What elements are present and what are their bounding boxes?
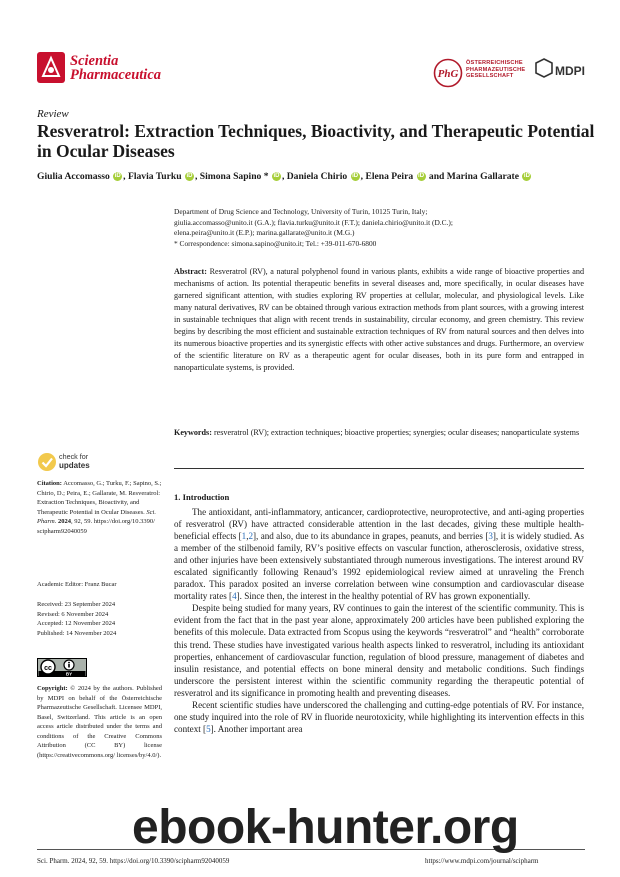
paragraph bbox=[174, 506, 584, 602]
reference-link[interactable]: 2 bbox=[248, 531, 254, 542]
author-name: Daniela Chirio bbox=[286, 171, 350, 182]
affiliation-line: elena.peira@unito.it (E.P.); marina.gallarate@unito.it (M.G.) bbox=[174, 228, 355, 238]
journal-logo-icon bbox=[37, 52, 65, 83]
received-date: Received: 23 September 2024 bbox=[37, 601, 116, 608]
published-date: Published: 14 November 2024 bbox=[37, 629, 117, 637]
text-run: ], and also, due to its abundance in grapes, peanuts, and berries [ bbox=[253, 531, 489, 542]
society-logo-text: PhG bbox=[437, 68, 459, 80]
citation-doi-link[interactable]: , 92, 59. https://doi.org/10.3390/ scipharm92040059 bbox=[37, 518, 155, 535]
orcid-icon[interactable]: iD bbox=[352, 173, 359, 180]
journal-name-line1: Scientia bbox=[70, 53, 119, 69]
author-name: Simona Sapino * bbox=[199, 171, 271, 182]
text-run: , bbox=[246, 531, 249, 542]
reference-link[interactable]: 1 bbox=[241, 531, 247, 542]
society-name-line3: GESELLSCHAFT bbox=[466, 73, 514, 80]
author-separator: , bbox=[281, 171, 287, 182]
watermark: ebook-hunter.org bbox=[132, 801, 519, 854]
author-separator: , bbox=[123, 171, 128, 182]
abstract-text: Resveratrol (RV), a natural polyphenol found in various plants, exhibits a wide range of bioactive properties and mechanisms of action. Its potential therapeutic benefits in several diseases and, more specifically, in ocular diseases have garnered significant attention, with studies exploring RV properties at cellular, molecular, and physiological levels. Like many natural derivatives, RV can be obtained through various extraction methods from plant sources, with a growing interest in sustainable techniques that align with recent trends in sustainability, circular economy, and green chemistry. This review begins by describing the most efficient and sustainable extraction techniques of RV from natural sources and then delves into its numerous bioactive properties and its synergistic effects with other active substances and drugs. Furthermore, an overview of the scientific literature on RV as a therapeutic agent for ocular diseases, both in its pure form and entrapped in nanoparticulate systems, is provided. bbox=[174, 267, 585, 372]
text-run: ]. Another important area bbox=[210, 723, 303, 734]
text-run: ], it is widely studied. As a member of the stilbenoid family, RV’s positive effects on vascular function, atherosclerosis, oxidative stress, and other injuries have been extensively substantiated through numerous investigations. The interest around RV escalated significantly following Renaud’s 1992 epidemiological review aimed at unraveling the French paradox. This paradox posited an inverse correlation between wine consumption and cardiovascular disease mortality rates [ bbox=[174, 531, 584, 602]
orcid-icon[interactable]: iD bbox=[523, 173, 530, 180]
reference-link[interactable]: 3 bbox=[488, 531, 493, 542]
keywords-label: Keywords: bbox=[174, 428, 212, 437]
footer-journal-link[interactable]: https://www.mdpi.com/journal/scipharm bbox=[425, 857, 539, 865]
keywords-text: resveratrol (RV); extraction techniques; bioactive properties; synergies; ocular diseases; nanoparticulate systems bbox=[213, 428, 580, 437]
author-name: Giulia Accomasso bbox=[37, 171, 113, 182]
author-separator: , bbox=[360, 171, 366, 182]
orcid-icon[interactable]: iD bbox=[273, 173, 280, 180]
author-name: Elena Peira bbox=[365, 171, 416, 182]
orcid-icon[interactable]: iD bbox=[186, 173, 193, 180]
body-text bbox=[174, 506, 584, 735]
academic-editor: Academic Editor: Franz Bucar bbox=[37, 581, 117, 588]
author-separator: and bbox=[426, 171, 447, 182]
journal-name-line2: Pharmaceutica bbox=[70, 67, 162, 83]
copyright-label: Copyright: bbox=[37, 685, 68, 692]
author-separator: , bbox=[194, 171, 200, 182]
author-name: Flavia Turku bbox=[127, 171, 184, 182]
paragraph: Despite being studied for many years, RV continues to gain the interest of the scientific community. This is evident from the fact that in the past year alone, approximately 200 articles have been published exploring the benefits of this molecule. Data extracted from Scopus using the keywords “resveratrol” and “health” corroborate this trend. These studies have investigated various health aspects linked to resveratrol, including its antioxidant properties, enhancement of cardiovascular function, regulation of blood pressure, management of diabetes and insulin resistance, and potential effects on bone mineral density and metabolic conditions. Such findings underscore the persistent interest within the scientific community regarding the therapeutic potential of resveratrol and its significance in promoting health and preventing diseases. bbox=[174, 603, 584, 698]
citation-label: Citation: bbox=[37, 480, 62, 487]
section-heading: 1. Introduction bbox=[174, 492, 230, 502]
check-for-updates-button[interactable] bbox=[37, 452, 117, 474]
article-type: Review bbox=[37, 108, 69, 120]
citation-journal: Sci. Pharm. bbox=[37, 508, 156, 525]
text-run: The antioxidant, anti-inflammatory, anticancer, cardioprotective, neuroprotective, and anti-aging properties of resveratrol (RV) have attracted considerable attention in the last decades, giving these multiple health-beneficial effects [ bbox=[174, 507, 584, 542]
cc-text: cc bbox=[44, 665, 52, 672]
check-updates-line2: updates bbox=[59, 460, 90, 470]
paragraph bbox=[174, 699, 584, 735]
society-name bbox=[466, 60, 525, 80]
text-run: Recent scientific studies have underscored the challenging and cutting-edge potentials of RV. For instance, one study inquired into the role of RV in fluoride neurotoxicity, while highlighting its intervention effects in this context [ bbox=[174, 699, 584, 734]
revised-date: Revised: 6 November 2024 bbox=[37, 610, 109, 618]
orcid-icon[interactable]: iD bbox=[418, 173, 425, 180]
society-name-line2: PHARMAZEUTISCHE bbox=[466, 66, 526, 73]
check-updates-line1: check for bbox=[59, 452, 89, 461]
check-updates-icon bbox=[37, 452, 57, 472]
correspondence-line: * Correspondence: simona.sapino@unito.it; Tel.: +39-011-670-6800 bbox=[174, 239, 377, 249]
mdpi-logo-text: MDPI bbox=[555, 64, 585, 78]
article-title: Resveratrol: Extraction Techniques, Bioactivity, and Therapeutic Potential in Ocular Diseases bbox=[37, 121, 595, 161]
citation-text: Accomasso, G.; Turku, F.; Sapino, S.; Chirio, D.; Peira, E.; Gallarate, M. Resveratrol: Extraction Techniques, Bioactivity, and Therapeutic Potential in Ocular Diseases. bbox=[37, 480, 162, 516]
divider bbox=[174, 468, 584, 469]
cc-by-text: BY bbox=[65, 671, 73, 677]
text-run: ]. Since then, the interest in the healthy potential of RV has grown exponentially. bbox=[236, 591, 531, 602]
author-name: Marina Gallarate bbox=[446, 171, 522, 182]
society-logo-icon bbox=[433, 58, 463, 88]
keywords bbox=[174, 427, 584, 439]
affiliation bbox=[174, 207, 584, 250]
author-list bbox=[37, 171, 597, 183]
society-name-line1: ÖSTERREICHISCHE bbox=[466, 60, 523, 66]
accepted-date: Accepted: 12 November 2024 bbox=[37, 620, 116, 627]
citation bbox=[37, 479, 162, 536]
reference-link[interactable]: 5 bbox=[206, 723, 211, 734]
cc-by-license-icon[interactable] bbox=[37, 658, 87, 677]
footer-citation[interactable]: Sci. Pharm. 2024, 92, 59. https://doi.org/10.3390/scipharm92040059 bbox=[37, 857, 230, 865]
reference-link[interactable]: 4 bbox=[232, 591, 237, 602]
affiliation-line: giulia.accomasso@unito.it (G.A.); flavia.turku@unito.it (F.T.); daniela.chirio@unito.it (D.C.); bbox=[174, 217, 453, 227]
orcid-icon[interactable]: iD bbox=[114, 173, 121, 180]
copyright bbox=[37, 684, 162, 760]
mdpi-logo-icon bbox=[534, 57, 586, 85]
affiliation-line: Department of Drug Science and Technology, University of Turin, 10125 Turin, Italy; bbox=[174, 207, 428, 216]
publication-dates bbox=[37, 600, 162, 638]
abstract-label: Abstract: bbox=[174, 267, 207, 276]
abstract bbox=[174, 266, 584, 374]
journal-name bbox=[70, 54, 161, 82]
citation-year: 2024 bbox=[56, 518, 71, 525]
copyright-text: © 2024 by the authors. Published by MDPI on behalf of the Österreichische Pharmazeutische Gesellschaft. Licensee MDPI, Basel, Switzerland. This article is an open access article distributed under the terms and conditions of the Creative Commons Attribution (CC BY) license (https://creativecommons.org/ licenses/by/4.0/). bbox=[37, 685, 162, 759]
